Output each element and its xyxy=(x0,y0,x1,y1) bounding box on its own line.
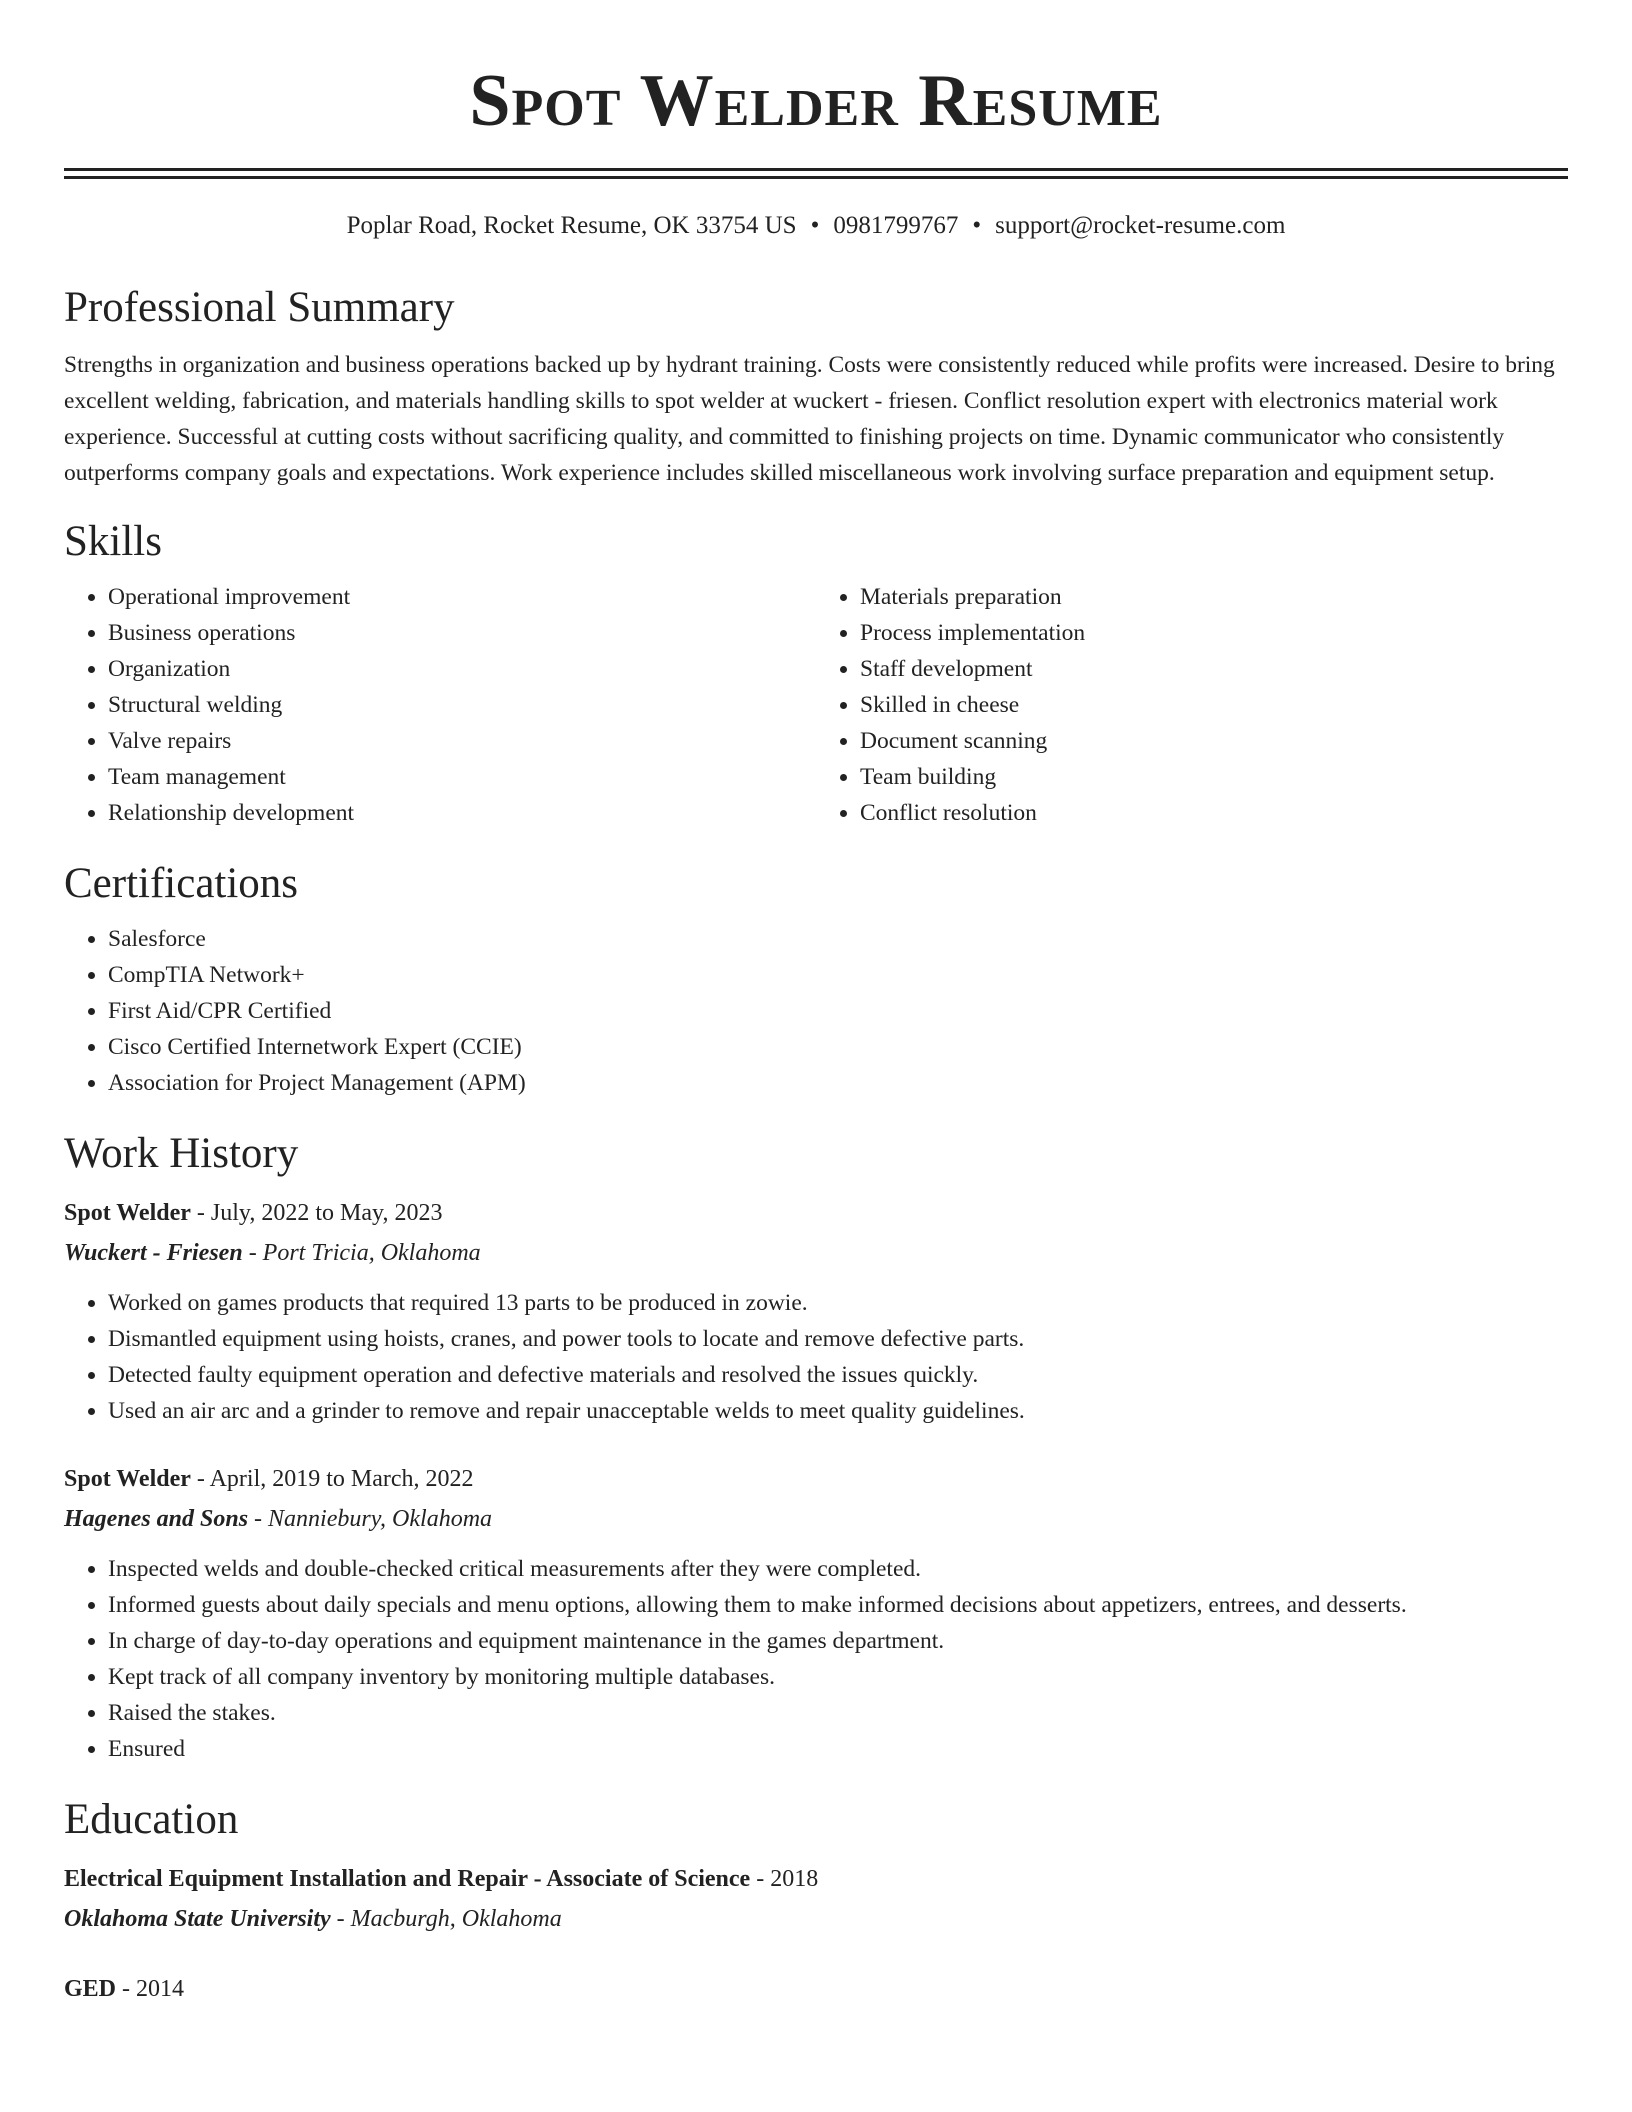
job-company: Wuckert - Friesen xyxy=(64,1240,243,1266)
education-entry xyxy=(64,1969,1568,2009)
job-title: Spot Welder xyxy=(64,1466,191,1492)
certifications-heading: Certifications xyxy=(64,860,299,907)
summary-heading: Professional Summary xyxy=(64,284,455,331)
education-heading: Education xyxy=(64,1796,239,1843)
list-item: • Informed guests about daily specials and menu options, allowing them to make informed decisions about appetizers, entrees, and desserts. xyxy=(108,1587,1568,1623)
skills-list-left xyxy=(64,579,816,831)
list-item: • Process implementation xyxy=(860,615,1568,651)
list-item: • Team management xyxy=(108,759,816,795)
education-entry xyxy=(64,1859,1568,1939)
job-title-line xyxy=(64,1459,1568,1499)
list-item: • Association for Project Management (APM) xyxy=(108,1065,1568,1101)
education-degree-line xyxy=(64,1969,1568,2009)
list-item: • Materials preparation xyxy=(860,579,1568,615)
list-item: • First Aid/CPR Certified xyxy=(108,993,1568,1029)
job-title: Spot Welder xyxy=(64,1200,191,1226)
education-year: - 2014 xyxy=(116,1976,185,2002)
work-history-heading: Work History xyxy=(64,1130,299,1177)
contact-email: support@rocket-resume.com xyxy=(995,212,1286,239)
list-item: • Business operations xyxy=(108,615,816,651)
job-location: - Nanniebury, Oklahoma xyxy=(248,1506,493,1532)
list-item: • Cisco Certified Internetwork Expert (CCIE) xyxy=(108,1029,1568,1065)
skills-heading: Skills xyxy=(64,518,162,565)
list-item: • Raised the stakes. xyxy=(108,1695,1568,1731)
list-item: • Relationship development xyxy=(108,795,816,831)
skills-grid xyxy=(64,579,1568,831)
list-item: • In charge of day-to-day operations and equipment maintenance in the games department. xyxy=(108,1623,1568,1659)
job-company: Hagenes and Sons xyxy=(64,1506,249,1532)
job-bullets xyxy=(64,1551,1568,1767)
list-item: • Team building xyxy=(860,759,1568,795)
list-item: • Salesforce xyxy=(108,921,1568,957)
list-item: • Kept track of all company inventory by monitoring multiple databases. xyxy=(108,1659,1568,1695)
job-dates: - April, 2019 to March, 2022 xyxy=(190,1466,474,1492)
list-item: • Valve repairs xyxy=(108,723,816,759)
education-school: Oklahoma State University xyxy=(64,1906,331,1932)
list-item: • CompTIA Network+ xyxy=(108,957,1568,993)
job-dates: - July, 2022 to May, 2023 xyxy=(190,1200,443,1226)
job-title-line xyxy=(64,1193,1568,1233)
list-item: • Worked on games products that required 13 parts to be produced in zowie. xyxy=(108,1285,1568,1321)
list-item: • Inspected welds and double-checked critical measurements after they were completed. xyxy=(108,1551,1568,1587)
certifications-list xyxy=(64,921,1568,1101)
education-degree: Electrical Equipment Installation and Repair - Associate of Science xyxy=(64,1866,751,1892)
list-item: • Ensured xyxy=(108,1731,1568,1767)
list-item: • Conflict resolution xyxy=(860,795,1568,831)
list-item: • Dismantled equipment using hoists, cranes, and power tools to locate and remove defective parts. xyxy=(108,1321,1568,1357)
contact-address: Poplar Road, Rocket Resume, OK 33754 US xyxy=(346,212,797,239)
job-entry xyxy=(64,1193,1568,1429)
education-year: - 2018 xyxy=(750,1866,819,1892)
education-degree-line xyxy=(64,1859,1568,1899)
list-item: • Organization xyxy=(108,651,816,687)
job-bullets xyxy=(64,1285,1568,1429)
contact-phone: 0981799767 xyxy=(833,212,959,239)
contact-separator: • xyxy=(972,212,982,239)
job-company-line xyxy=(64,1499,1568,1539)
education-school-line xyxy=(64,1899,1568,1939)
list-item: • Used an air arc and a grinder to remove and repair unacceptable welds to meet quality guidelines. xyxy=(108,1393,1568,1429)
education-location: - Macburgh, Oklahoma xyxy=(330,1906,562,1932)
contact-separator: • xyxy=(810,212,820,239)
list-item: • Skilled in cheese xyxy=(860,687,1568,723)
list-item: • Structural welding xyxy=(108,687,816,723)
education-degree: GED xyxy=(64,1976,117,2002)
contact-line xyxy=(64,209,1568,243)
list-item: • Operational improvement xyxy=(108,579,816,615)
list-item: • Document scanning xyxy=(860,723,1568,759)
job-entry xyxy=(64,1459,1568,1767)
resume-title: Spot Welder Resume xyxy=(469,60,1163,142)
summary-text: Strengths in organization and business operations backed up by hydrant training. Costs were consistently reduced while profits were increased. Desire to bring excellent welding, fabrication, and materials handling skills to spot welder at wuckert - friesen. Conflict resolution expert with electronics material work experience. Successful at cutting costs without sacrificing quality, and committed to finishing projects on time. Dynamic communicator who consistently outperforms company goals and expectations. Work experience includes skilled miscellaneous work involving surface preparation and equipment setup. xyxy=(64,352,1555,486)
list-item: • Detected faulty equipment operation and defective materials and resolved the issues quickly. xyxy=(108,1357,1568,1393)
list-item: • Staff development xyxy=(860,651,1568,687)
job-location: - Port Tricia, Oklahoma xyxy=(242,1240,481,1266)
title-double-rule xyxy=(64,168,1568,179)
job-company-line xyxy=(64,1233,1568,1273)
skills-list-right xyxy=(816,579,1568,831)
